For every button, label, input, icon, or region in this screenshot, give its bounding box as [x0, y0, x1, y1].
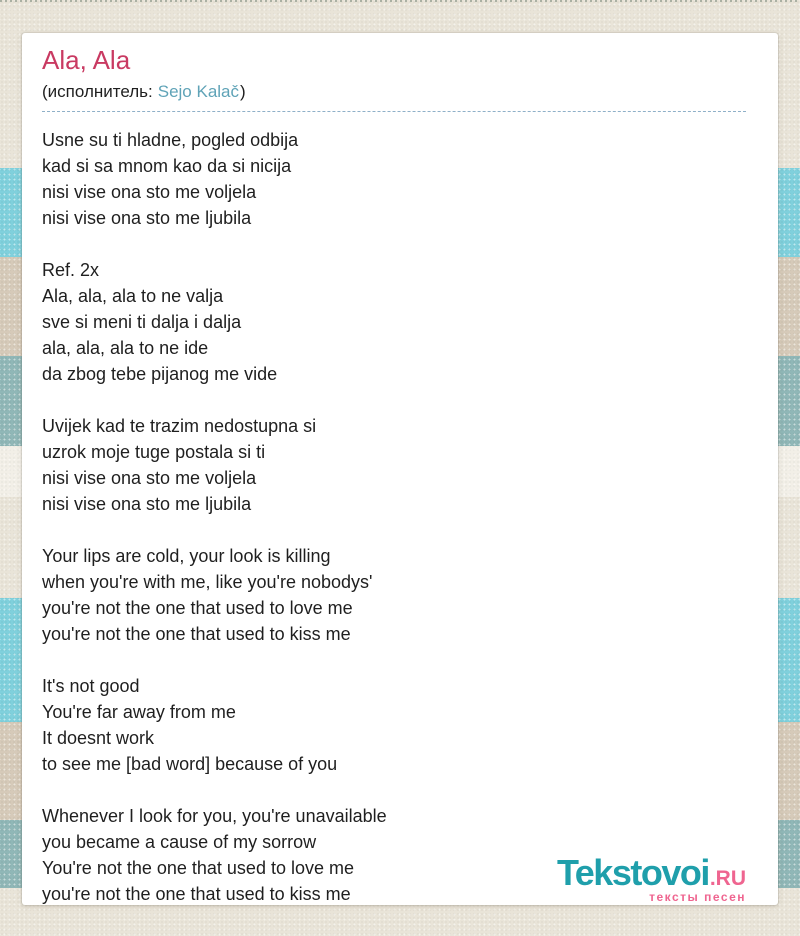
- lyrics-stanza: Whenever I look for you, you're unavailable you became a cause of my sorrow You're not the one that used to love me you're not the one that used to kiss me: [42, 806, 387, 904]
- song-title: Ala, Ala: [42, 45, 131, 75]
- content-panel: [22, 33, 778, 905]
- artist-label: (исполнитель:: [42, 82, 153, 101]
- artist-line: [42, 82, 746, 112]
- lyrics-stanza: Ref. 2x Ala, ala, ala to ne valja sve si meni ti dalja i dalja ala, ala, ala to ne ide da zbog tebe pijanog me vide: [42, 260, 278, 384]
- lyrics-stanza: It's not good You're far away from me It doesnt work to see me [bad word] because of you: [42, 676, 338, 774]
- site-logo-tld: .RU: [709, 867, 746, 890]
- lyrics-stanza: Usne su ti hladne, pogled odbija kad si sa mnom kao da si nicija nisi vise ona sto me voljela nisi vise ona sto me ljubila: [42, 130, 299, 228]
- lyrics: [42, 127, 746, 907]
- lyrics-stanza: Your lips are cold, your look is killing when you're with me, like you're nobodys' you're not the one that used to love me you're not the one that used to kiss me: [42, 546, 373, 644]
- artist-link[interactable]: Sejo Kalač: [157, 82, 240, 101]
- artist-label-close: ): [240, 82, 246, 101]
- site-logo[interactable]: [556, 852, 746, 904]
- site-logo-name: Tekstovoi: [556, 852, 709, 893]
- lyrics-stanza: Uvijek kad te trazim nedostupna si uzrok moje tuge postala si ti nisi vise ona sto me voljela nisi vise ona sto me ljubila: [42, 416, 317, 514]
- site-logo-tagline: тексты песен: [649, 890, 746, 904]
- site-logo-row: [556, 852, 746, 893]
